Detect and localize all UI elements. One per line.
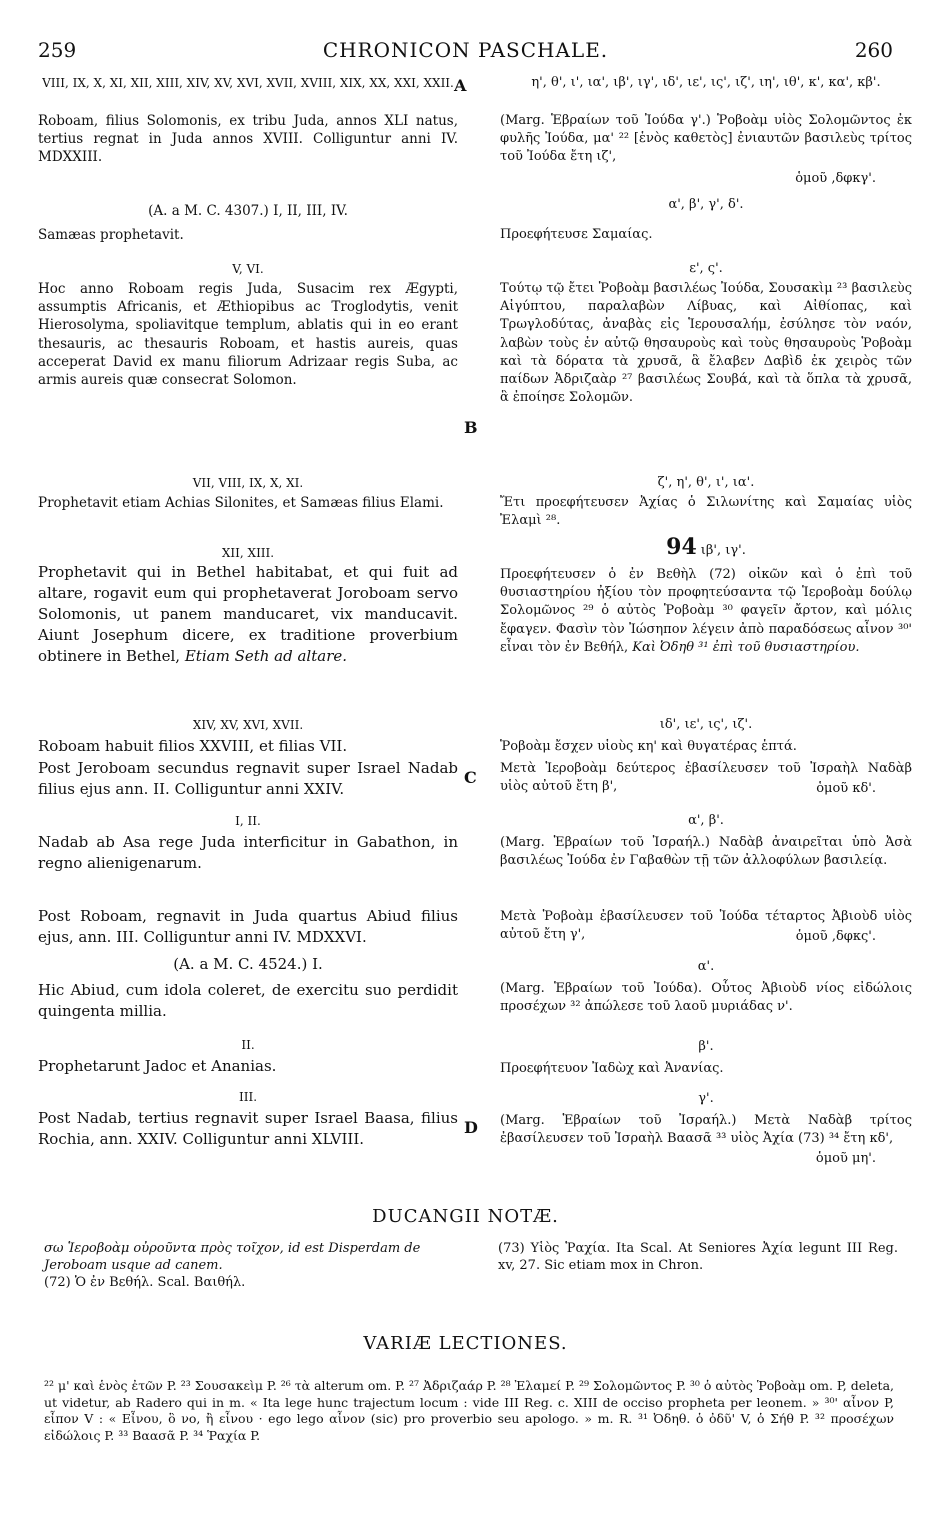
latin-paragraph-nadab: Post Jeroboam secundus regnavit super Israel Nadab filius ejus ann. II. Colliguntur anni XXIV.	[38, 759, 458, 798]
latin-paragraph-nadab-asa: Nadab ab Asa rege Juda interficitur in Gabathon, in regno alienigenarum.	[38, 833, 458, 872]
margin-marker-d: D	[464, 1118, 478, 1137]
latin-heading-ii: II.	[241, 1038, 255, 1052]
notes-left-column	[44, 1240, 454, 1291]
margin-marker-a: A	[454, 76, 467, 95]
greek-heading-a: α'.	[697, 959, 715, 974]
greek-paragraph-samaias: Προεφήτευσε Σαμαίας.	[500, 227, 653, 242]
greek-paragraph-sousakim: Τούτῳ τῷ ἔτει Ῥοβοὰμ βασιλέως Ἰούδα, Σουσακὶμ ²³ βασιλεὺς Αἰγύπτου, παραλαβὼν Λίβυας, καὶ Αἰθίοπας, καὶ Τρωγλοδύτας, ἀναβὰς εἰς Ἱερουσαλήμ, ἐσύλησε τὸν ναόν, λαβὼν τοὺς ἐν αὐτῷ θησαυροὺς καὶ τοὺς θησαυροὺς Ῥοβοὰμ καὶ τὰ δόρατα τὰ χρυσᾶ, ἃ ἔλαβεν Δαβὶδ ἐκ χειρὸς τῶν παίδων Ἀδριζαὰρ ²⁷ βασιλέως Σουβά, καὶ τὰ ὅπλα τὰ χρυσᾶ, ἃ ἐποίησε Σολομῶν.	[500, 281, 912, 406]
latin-column	[38, 68, 458, 1210]
greek-heading-b: β'.	[698, 1039, 714, 1054]
greek-heading-a-d: α', β', γ', δ'.	[668, 197, 744, 212]
latin-paragraph-abiud-idola: Hic Abiud, cum idola coleret, de exercitu suo perdidit quingenta millia.	[38, 981, 458, 1020]
greek-paragraph-iadoch: Προεφήτευον Ἰαδὼχ καὶ Ἀνανίας.	[500, 1061, 724, 1076]
ducange-notes	[44, 1240, 898, 1310]
greek-heading-a-b: α', β'.	[688, 813, 724, 828]
latin-paragraph-roboam-filios: Roboam habuit filios XXVIII, et filias VII.	[38, 737, 348, 755]
latin-paragraph-roboam: Roboam, filius Solomonis, ex tribu Juda, annos XLI natus, tertius regnat in Juda annos XVIII. Colliguntur anni IV. MDXXIII.	[38, 113, 458, 166]
latin-heading-4524: (A. a M. C. 4524.) I.	[173, 955, 323, 973]
latin-paragraph-achias: Prophetavit etiam Achias Silonites, et Samæas filius Elami.	[38, 495, 444, 511]
greek-heading-z-ia: ζ', η', θ', ι', ια'.	[657, 475, 755, 490]
variae-heading: VARIÆ LECTIONES.	[363, 1333, 568, 1354]
margin-marker-c: C	[464, 768, 477, 787]
latin-bethel-text: Prophetavit qui in Bethel habitabat, et qui fuit ad altare, rogavit eum qui prophetaverat Joroboam servo Solomonis, ut panem manducaret, vix manducavit. Aiunt Josephum dicere, ex traditione proverbium obtinere in Bethel,	[38, 563, 458, 665]
note-73: (73) Υἱὸς Ῥαχία. Ita Scal. At Seniores Ἀχία legunt III Reg. xv, 27. Sic etiam mox in Chron.	[498, 1241, 898, 1273]
latin-heading-vii-xi: VII, VIII, IX, X, XI.	[192, 476, 304, 490]
latin-paragraph-bethel	[38, 562, 458, 667]
greek-paragraph-nadab-asa: (Marg. Ἑβραίων τοῦ Ἰσραήλ.) Ναδὰβ ἀναιρεῖται ὑπὸ Ἀσὰ βασιλέως Ἰούδα ἐν Γαβαθὼν τῇ τῶν ἀλλοφύλων βασιλείᾳ.	[500, 835, 912, 869]
latin-heading-xiv-xvii: XIV, XV, XVI, XVII.	[192, 718, 304, 732]
latin-heading-xii-xiii: XII, XIII.	[221, 546, 275, 560]
edition-page-number: 94	[666, 534, 697, 560]
margin-marker-b: B	[464, 418, 478, 437]
latin-heading-iii: III.	[238, 1090, 258, 1104]
greek-paragraph-nadab: Μετὰ Ἱεροβοὰμ δεύτερος ἐβασίλευσεν τοῦ Ἰσραὴλ Ναδὰβ υἱὸς αὐτοῦ ἔτη β',	[500, 761, 912, 795]
latin-heading-i-ii: I, II.	[235, 814, 261, 828]
greek-sum-baasa: ὁμοῦ μη'.	[815, 1151, 876, 1166]
page-number-left: 259	[38, 38, 77, 62]
latin-paragraph-susacim: Hoc anno Roboam regis Juda, Susacim rex Ægypti, assumptis Africanis, et Æthiopibus ac Troglodytis, venit Hierosolyma, spoliavitque templum, ablatis qui in eo erant thesauris, ac thesauris Roboam, et hastis aureis, quas acceperat David ex manu filiorum Adrizaar regis Suba, ac armis aureis quæ consecrat Solomon.	[38, 281, 458, 389]
greek-paragraph-abioud: Μετὰ Ῥοβοὰμ ἐβασίλευσεν τοῦ Ἰούδα τέταρτος Ἀβιοὺδ υἱὸς αὐτοῦ ἔτη γ',	[500, 909, 912, 943]
greek-paragraph-roboam: (Marg. Ἑβραίων τοῦ Ἰούδα γ'.) Ῥοβοὰμ υἱὸς Σολομῶντος ἐκ φυλῆς Ἰούδα, μα' ²² [ἑνὸς καθετὸς] ἐνιαυτῶν βασιλεὺς τρίτος τοῦ Ἰούδα ἔτη ιζ',	[500, 113, 912, 165]
latin-years-top: VIII, IX, X, XI, XII, XIII, XIV, XV, XVI, XVII, XVIII, XIX, XX, XXI, XXII.	[42, 76, 454, 90]
greek-sum-roboam: ὁμοῦ ,δφκγ'.	[795, 171, 876, 186]
greek-years-top: η', θ', ι', ια', ιβ', ιγ', ιδ', ιε', ις', ιζ', ιη', ιθ', κ', κα', κβ'.	[531, 75, 881, 90]
greek-heading-ib-ig	[500, 534, 912, 560]
greek-paragraph-baasa: (Marg. Ἑβραίων τοῦ Ἰσραήλ.) Μετὰ Ναδὰβ τρίτος ἐβασίλευσεν τοῦ Ἰσραὴλ Βαασᾶ ³³ υἱὸς Ἀχία (73) ³⁴ ἔτη κδ',	[500, 1113, 912, 1147]
greek-bethel-proverb: Καὶ Ὀδηθ ³¹ ἐπὶ τοῦ θυσιαστηρίου.	[632, 639, 860, 655]
greek-paragraph-achias: Ἔτι προεφήτευσεν Ἀχίας ὁ Σιλωνίτης καὶ Σαμαίας υἱὸς Ἐλαμὶ ²⁸.	[500, 495, 912, 529]
notes-heading: DUCANGII NOTÆ.	[372, 1206, 559, 1227]
running-head	[30, 38, 901, 66]
greek-heading-g: γ'.	[698, 1091, 714, 1106]
latin-paragraph-abiud: Post Roboam, regnavit in Juda quartus Abiud filius ejus, ann. III. Colliguntur anni IV. MDXXVI.	[38, 907, 458, 946]
greek-sum-abioud: ὁμοῦ ,δφκς'.	[795, 929, 876, 944]
note-disperdam: σω Ἱεροβοὰμ οὐροῦντα πρὸς τοῖχον, id est Disperdam de Jeroboam usque ad canem.	[44, 1241, 421, 1273]
page-number-right: 260	[854, 38, 893, 62]
page-title: CHRONICON PASCHALE.	[322, 38, 609, 62]
greek-sum-nadab: ὁμοῦ κδ'.	[816, 781, 876, 796]
two-column-body	[38, 68, 912, 1210]
greek-paragraph-bethel	[500, 566, 912, 657]
greek-bethel-text: Προεφήτευσεν ὁ ἐν Βεθὴλ (72) οἰκῶν καὶ ὁ ἐπὶ τοῦ θυσιαστηρίου ἠξίου τὸν προφητεύσαντα τῷ Ἱεροβοὰμ δούλῳ Σολομῶνος ²⁹ ὁ αὐτὸς Ῥοβοὰμ ³⁰ φαγεῖν ἄρτον, καὶ μόλις ἔφαγεν. Φασὶν τὸν Ἰώσηπον λέγειν ἀπὸ παραδόσεως αἶνον ³⁰' εἶναι τὸν ἐν Βεθήλ,	[500, 567, 912, 655]
latin-paragraph-jadoc: Prophetarunt Jadoc et Ananias.	[38, 1057, 277, 1075]
latin-paragraph-samaeas: Samæas prophetavit.	[38, 227, 184, 243]
greek-column	[500, 68, 912, 1210]
note-72: (72) Ὁ ἐν Βεθήλ. Scal. Βαιθήλ.	[44, 1275, 246, 1290]
greek-heading-e-s: ε', ς'.	[689, 261, 723, 276]
greek-paragraph-roboam-hyious: Ῥοβοὰμ ἔσχεν υἱοὺς κη' καὶ θυγατέρας ἑπτά.	[500, 739, 797, 754]
greek-paragraph-abioud-eidola: (Marg. Ἑβραίων τοῦ Ἰούδα). Οὗτος Ἀβιοὺδ νίος εἰδώλοις προσέχων ³² ἀπώλεσε τοῦ λαοῦ μυριάδας ν'.	[500, 981, 912, 1015]
greek-heading-ib-ig-text: ιβ', ιγ'.	[700, 543, 746, 558]
greek-heading-id-iz: ιδ', ιε', ις', ιζ'.	[659, 717, 753, 732]
latin-paragraph-baasa: Post Nadab, tertius regnavit super Israel Baasa, filius Rochia, ann. XXIV. Colliguntur anni XLVIII.	[38, 1109, 458, 1148]
variae-lectiones: ²² μ' καὶ ἑνὸς ἐτῶν P. ²³ Σουσακεὶμ P. ²⁶ τὰ alterum om. P. ²⁷ Ἀδριζαάρ P. ²⁸ Ἐλαμεί P. ²⁹ Σολομῶντος P. ³⁰ ὁ αὐτὸς Ῥοβοὰμ om. P, deleta, ut videtur, ab Radero qui in m. « Ita lege hunc trajectum locum : vide III Reg. c. XIII de occiso propheta per leonem. » ³⁰' αἶνον P, εἶπον V : « Εἶνου, ὃ νο, ἢ εἶνου · ego lego αἶνον (sic) pro proverbio seu apologo. » m. R. ³¹ Ὀδηθ. ὁ ὀδῦ' V, ὁ Σήθ P. ³² προσέχων εἰδώλοις P. ³³ Βαασᾶ P. ³⁴ Ῥαχία P.	[44, 1378, 894, 1443]
latin-heading-v-vi: V, VI.	[232, 262, 264, 276]
latin-bethel-proverb: Etiam Seth ad altare.	[184, 647, 348, 665]
latin-heading-4307: (A. a M. C. 4307.) I, II, III, IV.	[148, 203, 348, 219]
